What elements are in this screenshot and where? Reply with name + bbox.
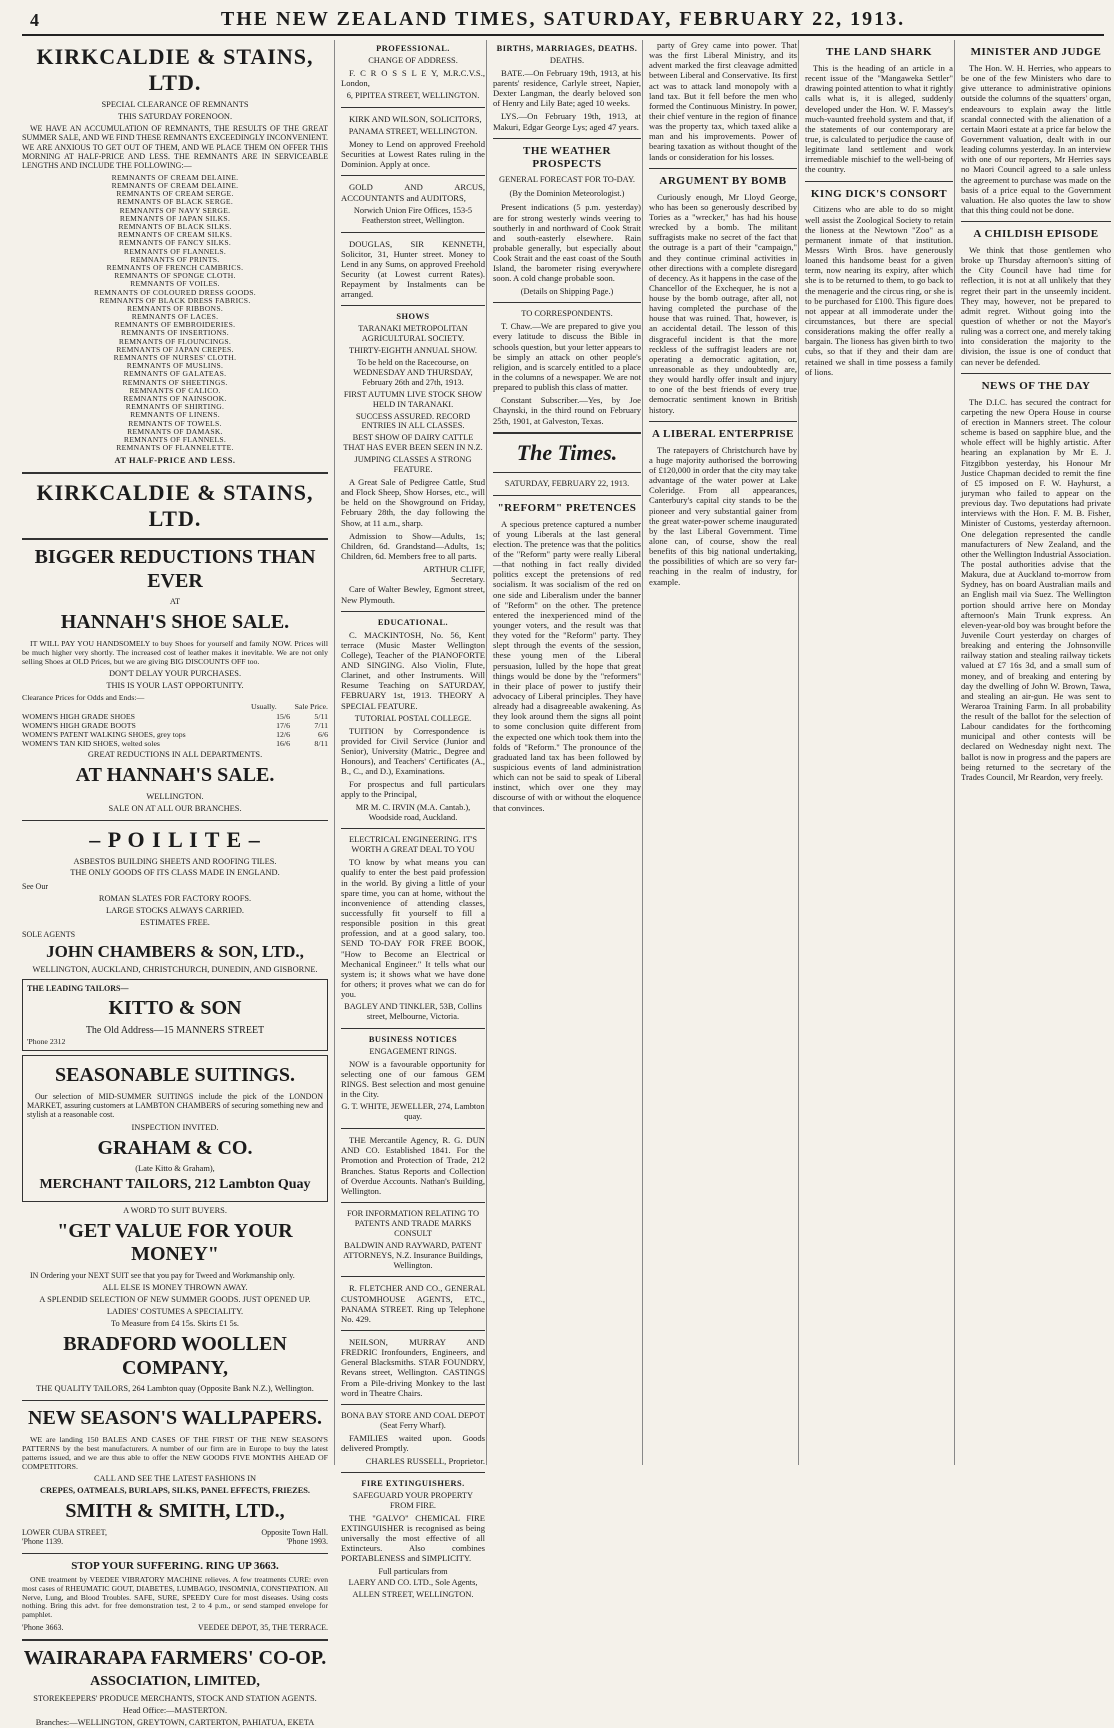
graham-co: GRAHAM & CO. (97, 1136, 253, 1159)
kitto-phone: 'Phone 2312 (27, 1036, 66, 1046)
baldwin: BALDWIN AND RAYWARD, PATENT ATTORNEYS, N.Z. Insurance Buildings, Wellington. (343, 1240, 483, 1270)
liberal-heading: A LIBERAL ENTERPRISE (651, 427, 795, 440)
last-opportunity: THIS IS YOUR LAST OPPORTUNITY. (106, 681, 244, 691)
land-shark-body: This is the heading of an article in a recent issue of the "Mangaweka Settler" drawing pointed attention to what it rightly calls what is, it is alleged, suddenly developed under the Hon. W. F. Massey's much-vaunted freehold system and that, if the statements of our contemporary are true, is calculated to perjudice the cause of legitimate land settlement and work irremediable mischief to the well-being of the country. (805, 62, 953, 175)
remnant-list (22, 174, 328, 452)
kirk-wilson: KIRK AND WILSON, SOLICITORS, (349, 114, 482, 124)
news-day-body: The D.I.C. has secured the contract for carpeting the new Opera House in course of erection in Manners street. The colour scheme is based on sapphire blue, and the whole effect will be highly artistic. After hearing an explanation by Mr E. J. Fitzgibbon yesterday, his Honour Mr Justice Chapman decided to remit the fine of £5 imposed on F. W. Hayhurst, a juryman who failed to appear on the previous day. Two deputations had private interviews with the Hon. F. M. B. Fisher, Minister of Customs, yesterday afternoon. One delegation represented the candle manufacturers of New Zealand, and the other the Wellington Industrial Association. The postal authorities advise that the Makura, due at Auckland to-morrow from Sydney, has on board Australian mails and an English mail via Suez. The Wellington portion should arrive here on Monday afternoon's Main Trunk express. An eleven-year-old boy was brought before the Juvenile Court yesterday on charges of breaking and entering the Johnsonville railway station and stealing railway tickets valued at £7 16s 3d, and a small sum of money, and of breaking and entering by day the dwelling of John W. Brown, Tawa, and stealing an air-gun. He was sent to Weraroa Training Farm. In all probability the result of the ballot for the selection of Labour candidates for the forthcoming municipal and other contests will be declared on Wednesday night next. The ballot is now in progress and the papers are being returned to the secretary of the Trades Council, Mr Reardon, very freely. (961, 396, 1111, 782)
word-to-buyers: A WORD TO SUIT BUYERS. (123, 1205, 227, 1215)
weather-body: Present indications (5 p.m. yesterday) are for strong westerly winds veering to southerly in and northward of Cook Strait and south-easterly elsewhere. Rain probable generally, but especially about Cook Strait and the east coast of the South Island, the barometer rising everywhere soon. A cold change probable soon. (493, 202, 641, 284)
remnant-item: REMNANTS OF FRENCH CAMBRICS. (106, 262, 244, 272)
storekeepers: STOREKEEPERS' PRODUCE MERCHANTS, STOCK AND STATION AGENTS. (33, 1693, 317, 1703)
bate-notice: BATE.—On February 19th, 1913, at his parents' residence, Carlyle street, Napier, Dexter Langman, the dearly beloved son of Henry and Lily Bate; aged 10 weeks. (493, 67, 641, 109)
inspection-invited: INSPECTION INVITED. (131, 1122, 219, 1132)
deaths-heading: DEATHS. (549, 55, 585, 65)
graham-body: Our selection of MID-SUMMER SUITINGS include the pick of the LONDON MARKET, assuring customers at LAMBTON CHAMBERS of securing something new and stylish at a reasonable cost. (27, 1091, 323, 1120)
cliff-address: Care of Walter Bewley, Egmont street, New Plymouth. (341, 584, 485, 605)
by-director: (By the Dominion Meteorologist.) (509, 188, 625, 198)
arthur-cliff: ARTHUR CLIFF, (423, 564, 485, 575)
john-chambers: JOHN CHAMBERS & SON, LTD., (46, 941, 304, 961)
remnant-item: REMNANTS OF FLANNELS. (123, 246, 227, 256)
hannah-body: IT WILL PAY YOU HANDSOMELY to buy Shoes for yourself and family NOW. Prices will be much higher very shortly. The increased cost of leather makes it inevitable. We are not only selling Shoes at OLD Prices, but we are giving BIG DISCOUNTS OFF too. (22, 638, 328, 667)
price-header-sale: Sale Price. (294, 702, 328, 712)
remnant-item: REMNANTS OF CREAM SILKS. (117, 230, 233, 240)
laery: LAERY AND CO. LTD., Sole Agents, (348, 1578, 478, 1588)
forecast-subhead: GENERAL FORECAST FOR TO-DAY. (498, 174, 636, 184)
editorial-column-3 (798, 40, 959, 1465)
clearance-prices-label: Clearance Prices for Odds and Ends:— (22, 693, 145, 703)
remnant-item: REMNANTS OF JAPAN CREPES. (116, 344, 234, 354)
price-item: WOMEN'S HIGH GRADE BOOTS (22, 720, 136, 730)
bagley: BAGLEY AND TINKLER, 53B, Collins street, Melbourne, Victoria. (344, 1002, 482, 1022)
king-dick-body: Citizens who are able to do so might well assist the Zoological Society to retain the lioness at the Newtown "Zoo" as a permanent inmate of that institution. Messrs Wirth Bros. have generously loaned this handsome beast for a given term, now nearing its expiry, after which she is to be returned to them, to go back to the menagerie and the circus ring, or she is to be purchased for £100. This figure does not appear at all immoderate under the circumstances, but there are special considerations making the offer really a bargain. The lioness has given birth to two cubs, so that if they and their dam are retained we shall in time possess a family of lions. (805, 204, 953, 377)
wallpaper-body: WE are landing 150 BALES AND CASES OF THE FIRST OF THE NEW SEASON'S PATTERNS by the best manufacturers. A number of our firm are in Europe to buy the latest patterns issued, and we are thus able to offer the NEW GOODS FIVE MONTHS AHEAD OF COMPETITORS. (22, 1434, 328, 1472)
secretary: Secretary. (450, 574, 485, 585)
great-reductions: GREAT REDUCTIONS IN ALL DEPARTMENTS. (87, 750, 263, 760)
remnant-item: REMNANTS OF VOILES. (130, 279, 220, 289)
educational-heading: EDUCATIONAL. (377, 617, 449, 627)
remnant-item: REMNANTS OF BLACK SERGE. (116, 197, 234, 207)
white-jeweller: G. T. WHITE, JEWELLER, 274, Lambton quay. (341, 1102, 485, 1122)
crossley-address: 6, PIPITEA STREET, WELLINGTON. (346, 91, 480, 101)
thirty-eighth: THIRTY-EIGHTH ANNUAL SHOW. (349, 346, 477, 356)
childish-body: We think that those gentlemen who broke up Thursday afternoon's sitting of the City Council have had time for reflection, it is not at all unlikely that they regret their part in the unseemly incident. They may, however, not be prepared to admit regret. Without going into the question of whether or not the Mayor's ruling was a correct one, and merely taking into consideration the majority to the division, the issue is one of conduct that can never be defended. (961, 245, 1111, 367)
smith-smith: SMITH & SMITH, LTD., (65, 1500, 285, 1523)
neilson: NEILSON, MURRAY AND FREDRIC Ironfounders, Engineers, and General Blacksmiths. STAR FOUNDRY, Revans street, Wellington. CASTINGS From a Pile-driving Monkey to the last word in Theatre Chairs. (341, 1337, 485, 1398)
kirkcaldie-heading-2: KIRKCALDIE & STAINS, LTD. (36, 480, 314, 532)
association: ASSOCIATION, LIMITED, (90, 1674, 260, 1690)
call-see: CALL AND SEE THE LATEST FASHIONS IN (93, 1474, 257, 1484)
remnant-item: REMNANTS OF CALICO. (129, 385, 221, 395)
price-item: WOMEN'S PATENT WALKING SHOES, grey tops (22, 729, 186, 739)
remnant-item: REMNANTS OF BLACK SILKS. (118, 222, 232, 232)
tuition: TUITION by Correspondence is provided for Civil Service (Junior and Senior), University (Matric., Degree and Honours), and Teachers' Certificates (A., B., C., and D.), Examinations. (341, 725, 485, 777)
remnant-item: REMNANTS OF CREAM DELAINE. (111, 181, 239, 191)
masthead (22, 4, 1104, 36)
price-usual: 16/6 (276, 739, 290, 749)
success-assured: SUCCESS ASSURED. RECORD ENTRIES IN ALL CLASSES. (355, 411, 471, 431)
price-sale: 7/11 (314, 720, 328, 730)
admission: Admission to Show—Adults, 1s; Children, 6d. Grandstand—Adults, 1s; Children, 6d. Members free to all parts. (341, 530, 485, 561)
at-label: AT (169, 597, 181, 607)
bona-bay: BONA BAY STORE AND COAL DEPOT (Seat Ferry Wharf). (341, 1410, 485, 1430)
graham-ad (22, 1055, 328, 1202)
kirkcaldie-heading: KIRKCALDIE & STAINS, LTD. (36, 44, 314, 95)
shipping-note: (Details on Shipping Page.) (520, 286, 614, 296)
to-measure: To Measure from £4 15s. Skirts £1 5s. (110, 1319, 240, 1328)
editorial-date: SATURDAY, FEBRUARY 22, 1913. (504, 478, 630, 488)
russell: CHARLES RUSSELL, Proprietor. (365, 1455, 485, 1466)
price-usual: 12/6 (276, 729, 290, 739)
remnant-item: REMNANTS OF LINENS. (130, 410, 220, 420)
remnant-item: REMNANTS OF FLOUNCINGS. (118, 336, 232, 346)
great-sale: A Great Sale of Pedigree Cattle, Stud and Flock Sheep, Show Horses, etc., will be held on the Showground on Friday, February 28th, the day following the Show, at 11 a.m., sharp. (341, 477, 485, 528)
only-goods-line: THE ONLY GOODS OF ITS CLASS MADE IN ENGLAND. (70, 868, 280, 878)
remnant-item: REMNANTS OF INSERTIONS. (121, 328, 229, 338)
remnant-item: REMNANTS OF MUSLINS. (126, 361, 224, 371)
editorial-column-4 (954, 40, 1111, 1465)
remnant-item: REMNANTS OF TOWELS. (128, 418, 222, 428)
kirk-body: Money to Lend on approved Freehold Securities at Lowest Rates ruling in the Dominion. Apply at once. (341, 139, 485, 170)
hannahs-shoe-sale: HANNAH'S SHOE SALE. (60, 611, 290, 634)
gold-arcus: GOLD AND ARCUS, ACCOUNTANTS and AUDITORS, (341, 182, 485, 203)
estimates-free: ESTIMATES FREE. (140, 917, 210, 927)
safeguard: SAFEGUARD YOUR PROPERTY FROM FIRE. (352, 1491, 474, 1510)
constant-subscriber: Constant Subscriber.—Yes, by Joe Chaynski, in the third round on February 25th, 1901, at Galveston, Texas. (493, 395, 641, 426)
gold-address: Norwich Union Fire Offices, 153-5 Featherston street, Wellington. (353, 205, 473, 225)
veedee-address: VEEDEE DEPOT, 35, THE TERRACE. (198, 1623, 328, 1633)
remnant-item: REMNANTS OF RIBBONS. (126, 303, 224, 313)
price-table (22, 712, 328, 749)
remnant-item: REMNANTS OF LACES. (131, 312, 219, 322)
remnant-item: REMNANTS OF COLOURED DRESS GOODS. (93, 287, 256, 297)
new-season-wallpapers: NEW SEASON'S WALLPAPERS. (28, 1407, 322, 1429)
price-row (22, 721, 328, 730)
business-heading: BUSINESS NOTICES (368, 1035, 458, 1045)
principal: MR M. C. IRVIN (M.A. Cantab.), Woodside road, Auckland. (355, 802, 471, 822)
fletcher: R. FLETCHER AND CO., GENERAL CUSTOMHOUSE AGENTS, ETC., PANAMA STREET. Ring up Telephone No. 429. (341, 1283, 485, 1324)
notices-editorial-column (486, 40, 647, 1465)
smith-phone-left: 'Phone 1139. (22, 1537, 64, 1547)
first-autumn: FIRST AUTUMN LIVE STOCK SHOW HELD IN TARANAKI. (343, 389, 483, 409)
to-be-held: To be held on the Racecourse, on WEDNESDAY AND THURSDAY, February 26th and 27th, 1913. (353, 358, 473, 387)
price-item: WOMEN'S HIGH GRADE SHOES (22, 711, 135, 721)
wairarapa: WAIRARAPA FARMERS' CO-OP. (23, 1646, 327, 1669)
price-usual: 17/6 (276, 720, 290, 730)
graham-late: (Late Kitto & Graham), (135, 1164, 215, 1174)
full-particulars: Full particulars from (378, 1566, 448, 1576)
smith-address-left: LOWER CUBA STREET, (22, 1527, 107, 1537)
fire-extinguishers: FIRE EXTINGUISHERS. (361, 1479, 465, 1489)
roman-slates: ROMAN SLATES FOR FACTORY ROOFS. (98, 893, 252, 903)
price-row (22, 712, 328, 721)
remnant-item: REMNANTS OF NAVY SERGE. (119, 205, 231, 215)
price-row (22, 739, 328, 748)
bmd-heading: BIRTHS, MARRIAGES, DEATHS. (496, 44, 638, 53)
electrical: ELECTRICAL ENGINEERING. IT'S WORTH A GREAT DEAL TO YOU (349, 835, 477, 855)
minister-body: The Hon. W. H. Herries, who appears to be one of the few Ministers who dare to give utterance to administrative opinions outside the columns of the squatters' organ, endeavours to explain away the little scandal connected with the alienation of a certain Maori estate at a price far below the Government valuation, dealt with in our leading columns yesterday. In an interview with one of our reporters, Mr Herries says no Maori Council agreed to a sale unless the agreement to purchase was made on the basis of a price equal to the Government valuation. He also quotes the law to show that this thing could not be done. (961, 62, 1111, 215)
lys-notice: LYS.—On February 19th, 1913, at Makuri, Edgar George Lys; aged 47 years. (493, 111, 641, 132)
change-address: CHANGE OF ADDRESS. (368, 55, 458, 65)
childish-heading: A CHILDISH EPISODE (973, 228, 1099, 241)
price-usual: 15/6 (276, 711, 290, 721)
king-dick-heading: KING DICK'S CONSORT (810, 187, 948, 200)
douglas: DOUGLAS, SIR KENNETH, Solicitor, 31, Hunter street. Money to Lend in any Sums, on approved Freehold Security (at Lowest current Rates). Repayment by Instalments can be arranged. (341, 238, 485, 300)
half-price: AT HALF-PRICE AND LESS. (114, 456, 236, 466)
price-sale: 8/11 (314, 739, 328, 749)
jumping: JUMPING CLASSES A STRONG FEATURE. (354, 455, 472, 475)
smith-address-right: Opposite Town Hall. (261, 1527, 328, 1537)
splendid-selection: A SPLENDID SELECTION OF NEW SUMMER GOODS. JUST OPENED UP. (39, 1295, 311, 1305)
correspondents-heading: TO CORRESPONDENTS. (521, 309, 613, 319)
shows-heading: SHOWS (396, 312, 430, 322)
asbestos-line: ASBESTOS BUILDING SHEETS AND ROOFING TILES. (73, 856, 277, 866)
remnant-item: REMNANTS OF FANCY SILKS. (118, 238, 232, 248)
liberal-body: The ratepayers of Christchurch have by a huge majority authorised the borrowing of £120,000 in order that the city may take advantage of the water power at Lake Coleridge. From all appearances, Canterbury's capital city stands to be the pioneer and very substantial gainer from the great water-power scheme inaugurated by the last Liberal Government. Time alone can, of course, show the real benefits of this big national undertaking, the possibilities of which are so very far-reaching in the realm of industry, for example. (649, 444, 797, 587)
electrical-body: TO know by what means you can qualify to enter the best paid profession in the world. By giving a little of your spare time, you can at home, without the inconvenience of attending classes, successfully fit yourself to fill a responsible position in this great profession, and at a good salary, too. SEND TO-DAY FOR FREE BOOK, "How to Become an Electrical or Mechanical Engineer." It tells what our system is; it shows what we have done for others; it proves what we can do for you. (341, 857, 485, 1000)
families: FAMILIES waited upon. Goods delivered Promptly. (341, 1432, 485, 1453)
remnant-item: REMNANTS OF BLACK DRESS FABRICS. (99, 295, 251, 305)
crossley: F. C R O S S L E Y, M.R.C.V.S., London, (341, 67, 485, 88)
prospectus: For prospectus and full particulars apply to the Principal, (341, 779, 485, 800)
seasonable-suitings: SEASONABLE SUITINGS. (54, 1063, 296, 1086)
correspondents-body: T. Chaw.—We are prepared to give you every latitude to discuss the Bible in schools question, but your letter appears to be simply an attack on other people's religion, and is scarcely entitled to a place in the columns of a newspaper. We are not prepared to publish this class of matter. (493, 321, 641, 393)
bigger-reductions: BIGGER REDUCTIONS THAN EVER (34, 546, 316, 592)
large-stocks: LARGE STOCKS ALWAYS CARRIED. (105, 905, 245, 915)
branches: Branches:—WELLINGTON, GREYTOWN, CARTERTON, PAHIATUA, EKETA (35, 1717, 315, 1727)
news-day-heading: NEWS OF THE DAY (981, 379, 1091, 392)
remnant-intro: WE HAVE AN ACCUMULATION OF REMNANTS, THE RESULTS OF THE GREAT SUMMER SALE, AND WE FIND THESE REMNANTS EXCEEDINGLY INCONVENIENT. WE ARE ANXIOUS TO GET OUT OF THEM, AND WE PLACE THEM ON OFFER THIS MORNING AT HALF-PRICE AND LESS. THE REMNANTS ARE IN SERVICEABLE LENGTHS AND INCLUDE THE FOLLOWING:— (22, 123, 329, 171)
newspaper-title: THE NEW ZEALAND TIMES, SATURDAY, FEBRUARY 22, 1913. (220, 8, 906, 30)
smith-phone-right: 'Phone 1993. (286, 1537, 328, 1547)
galvo: THE "GALVO" CHEMICAL FIRE EXTINGUISHER is recognised as being universally the most effective of all Extincteurs. Also combines PORTABLENESS and SIMPLICITY. (341, 1512, 485, 1564)
price-item: WOMEN'S TAN KID SHOES, welted soles (22, 739, 160, 749)
mackintosh: C. MACKINTOSH, No. 56, Kent terrace (Music Master Wellington College), Teacher of the PIANOFORTE AND SINGING. Also Violin, Flute, Clarinet, and other Instruments. Will Resume Teaching on SATURDAY, FEBRUARY 1st, 1913. THEORY A SPECIAL FEATURE. (341, 629, 485, 711)
reform-heading: "REFORM" PRETENCES (497, 501, 637, 514)
argument-body: Curiously enough, Mr Lloyd George, who has been so generously described by Tories as a "wrecker," has had his house wrecked by a bomb. The militant suffragists make no secret of the fact that the outrage is a part of their "campaign," and they continue criminal activities in other directions with a complete disregard of decency. As it happens in the case of the Chancellor of the Exchequer, he is not a house by the bomb outrage, after all, not having completed the purchase of the house that was ruined. That, however, is an accidental detail. The lesson of this disgraceful incident is that the more reckless of the suffragist leaders are not operating a democratic agitation, or, unreasonable as they undoubtedly are, they would hardly offer insult and injury to one of the best friends of every true democratic sentiment known in British history. (649, 191, 797, 415)
price-row (22, 730, 328, 739)
merchant-tailors: MERCHANT TAILORS, 212 Lambton Quay (39, 1177, 311, 1193)
remnant-item: REMNANTS OF CREAM DELAINE. (111, 172, 239, 182)
kitto-address: The Old Address—15 MANNERS STREET (85, 1024, 265, 1036)
all-else: ALL ELSE IS MONEY THROWN AWAY. (102, 1283, 248, 1293)
leading-tailors: THE LEADING TAILORS— (27, 983, 129, 993)
remnant-item: REMNANTS OF GALATEAS. (123, 369, 227, 379)
engagement-body: NOW is a favourable opportunity for selecting one of our famous GEM RINGS. Best selection and most genuine in the City. (341, 1058, 485, 1100)
best-show: BEST SHOW OF DAIRY CATTLE THAT HAS EVER BEEN SEEN IN N.Z. (343, 433, 483, 453)
advertisements-column (22, 40, 334, 1727)
professional-column (334, 40, 491, 1600)
clearance-subhead: SPECIAL CLEARANCE OF REMNANTS (101, 99, 249, 109)
minister-heading: MINISTER AND JUDGE (970, 46, 1102, 58)
remnant-item: REMNANTS OF JAPAN SILKS. (119, 213, 231, 223)
wellington-label: WELLINGTON. (146, 791, 204, 801)
sale-branches: SALE ON AT ALL OUR BRANCHES. (108, 803, 242, 813)
remnant-item: REMNANTS OF DAMASK. (127, 426, 223, 436)
remnant-item: REMNANTS OF SHIRTING. (125, 402, 225, 412)
veedee-phone: 'Phone 3663. (22, 1623, 64, 1633)
value-body: IN Ordering your NEXT SUIT see that you pay for Tweed and Workmanship only. (30, 1270, 295, 1280)
at-hannahs: AT HANNAH'S SALE. (75, 764, 275, 787)
reform-body: A specious pretence captured a number of young Liberals at the last general election. The pretence was that the politics of the "Reform" party were really Liberal—that nothing in fact really divided politics except the pretensions of red socialism. It was socialism of the red on one side and Liberalism under the banner of "Reform" on the other. The pretence entered the inexperienced mind of the younger voters, and the result was that they voted for the "Reform" party. They slept through the events of the session, these young men of the Liberal persuasion, lulled by the hope that great things would be done by the "reformers" in their place of power to justify their advocacy of Liberal principles. They have already had a disagreeable awakening. As they look around them the signs all point to some conclusion quite different from the expected one which took them into the folds of "Reform." The pronounce of the graduated land tax has been followed by suspicious events of land administration which can not be said to speak of Liberal instinct, which over one they may discourse of with or without the eloquence that convinces. (493, 518, 641, 813)
remnant-item: REMNANTS OF NAINSOOK. (123, 393, 227, 403)
engagement: ENGAGEMENT RINGS. (369, 1046, 457, 1056)
price-sale: 5/11 (314, 711, 328, 721)
saturday-subhead: THIS SATURDAY FORENOON. (117, 111, 233, 121)
party-body: party of Grey came into power. That was the first Liberal Ministry, and its advent marked the first cleavage admitted between Liberal and Conservative. Its first act was to attack land monopoly with a land tax. But it fell before the men who formed the Continuous Ministry. In power, their chief venture in the region of finance was the property tax, which taxed alike a man and his improvements. Power of bearing taxation as without thought of the lands or consideration for his losses. (649, 40, 797, 162)
times-wordmark: The Times. (516, 439, 618, 465)
veedee-body: ONE treatment by VEEDEE VIBRATORY MACHINE relieves. A few treatments CURE: even most cases of RHEUMATIC GOUT, DIABETES, LUMBAGO, INSOMNIA, CONSTIPATION. All Nerve, Lung, and Blood Troubles. SAFE, SURE, SPEEDY Cure for most diseases. Using costs nothing. Bring this advt. for free demonstration test, 2 to 4 p.m., or send stamped envelope for pamphlet. (22, 1574, 328, 1620)
allen-street: ALLEN STREET, WELLINGTON. (352, 1590, 474, 1600)
kitto-son: KITTO & SON (108, 997, 242, 1020)
land-shark-heading: THE LAND SHARK (825, 46, 933, 58)
page-number: 4 (30, 10, 39, 30)
patents: FOR INFORMATION RELATING TO PATENTS AND TRADE MARKS CONSULT (346, 1209, 480, 1238)
head-office: Head Office:—MASTERTON. (122, 1705, 228, 1715)
tutorial: TUTORIAL POSTAL COLLEGE. (354, 713, 472, 723)
editorial-column-2 (642, 40, 803, 1465)
remnant-item: REMNANTS OF FLANNELS. (123, 434, 227, 444)
poilite-heading: – P O I L I T E – (89, 826, 261, 852)
kitto-ad (22, 979, 328, 1051)
remnant-item: REMNANTS OF FLANNELETTE. (116, 443, 234, 453)
remnant-item: REMNANTS OF NURSES' CLOTH. (113, 353, 237, 363)
get-value: "GET VALUE FOR YOUR MONEY" (57, 1219, 293, 1266)
see-our: See Our (22, 882, 48, 892)
professional-heading: PROFESSIONAL. (376, 44, 450, 53)
remnant-item: REMNANTS OF PRINTS. (130, 254, 220, 264)
chambers-address: WELLINGTON, AUCKLAND, CHRISTCHURCH, DUNEDIN, AND GISBORNE. (32, 965, 318, 974)
weather-heading: THE WEATHER PROSPECTS (523, 144, 611, 170)
taranaki: TARANAKI METROPOLITAN AGRICULTURAL SOCIETY. (358, 324, 468, 344)
sole-agents: SOLE AGENTS (22, 929, 76, 939)
kirk-address: PANAMA STREET, WELLINGTON. (348, 127, 478, 137)
argument-heading: ARGUMENT BY BOMB (659, 174, 787, 187)
ladies-costumes: LADIES' COSTUMES A SPECIALITY. (106, 1307, 244, 1317)
mercantile: THE Mercantile Agency, R. G. DUN AND CO. Established 1841. For the Promotion and Protection of Trade, 212 Branches. Status Reports and Collection of Overdue Accounts. Nathan's Building, Wellington. (341, 1135, 485, 1196)
remnant-item: REMNANTS OF SHEETINGS. (122, 377, 228, 387)
price-sale: 6/6 (318, 729, 328, 739)
bradford: BRADFORD WOOLLEN COMPANY, (63, 1332, 287, 1379)
stop-suffering: STOP YOUR SUFFERING. RING UP 3663. (71, 1559, 279, 1572)
remnant-item: REMNANTS OF EMBROIDERIES. (114, 320, 236, 330)
dont-delay: DON'T DELAY YOUR PURCHASES. (108, 669, 242, 679)
price-header-usual: Usually. (250, 702, 277, 712)
crepes-line: CREPES, OATMEALS, BURLAPS, SILKS, PANEL EFFECTS, FRIEZES. (39, 1486, 311, 1496)
remnant-item: REMNANTS OF CREAM SERGE. (116, 189, 234, 199)
bradford-address: THE QUALITY TAILORS, 264 Lambton quay (Opposite Bank N.Z.), Wellington. (36, 1384, 314, 1394)
remnant-item: REMNANTS OF SPONGE CLOTH. (114, 271, 236, 281)
